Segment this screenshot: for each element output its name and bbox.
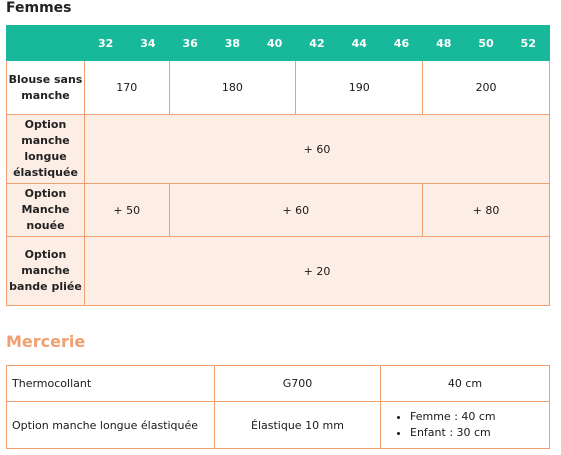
size-header: 44: [338, 26, 380, 61]
table-row: [7, 402, 550, 449]
size-header: 32: [85, 26, 127, 61]
price-cell: + 50: [85, 184, 170, 237]
row-label: Option manche bande pliée: [7, 237, 85, 306]
size-header: 50: [465, 26, 507, 61]
item-name: Thermocollant: [7, 366, 215, 402]
mercerie-table: [6, 365, 550, 449]
price-cell: 170: [85, 61, 170, 115]
table-row: [7, 237, 550, 306]
price-cell: 190: [296, 61, 423, 115]
item-size-list: [381, 402, 550, 449]
row-label: Option manche longue élastiquée: [7, 115, 85, 184]
size-header: 34: [127, 26, 169, 61]
femmes-heading: Femmes: [6, 0, 72, 16]
femmes-price-table: [6, 25, 550, 306]
size-header: 46: [380, 26, 422, 61]
size-header: 36: [169, 26, 211, 61]
price-cell: 180: [169, 61, 296, 115]
table-row: [7, 115, 550, 184]
price-cell: 200: [423, 61, 550, 115]
price-cell: + 60: [85, 115, 550, 184]
size-header: 48: [423, 26, 465, 61]
list-item: • Enfant : 30 cm: [410, 425, 544, 441]
mercerie-heading: Mercerie: [6, 332, 86, 351]
size-header-row: [7, 26, 550, 61]
size-header: 38: [211, 26, 253, 61]
header-corner: [7, 26, 85, 61]
table-row: [7, 366, 550, 402]
table-row: [7, 184, 550, 237]
item-size: 40 cm: [381, 366, 550, 402]
item-ref: G700: [215, 366, 381, 402]
price-cell: + 20: [85, 237, 550, 306]
list-item: • Femme : 40 cm: [410, 409, 544, 425]
table-row: [7, 61, 550, 115]
price-cell: + 60: [169, 184, 423, 237]
row-label: Blouse sans manche: [7, 61, 85, 115]
price-cell: + 80: [423, 184, 550, 237]
size-header: 52: [507, 26, 549, 61]
item-name: Option manche longue élastiquée: [7, 402, 215, 449]
row-label: Option Manche nouée: [7, 184, 85, 237]
size-header: 40: [254, 26, 296, 61]
item-ref: Élastique 10 mm: [215, 402, 381, 449]
size-header: 42: [296, 26, 338, 61]
